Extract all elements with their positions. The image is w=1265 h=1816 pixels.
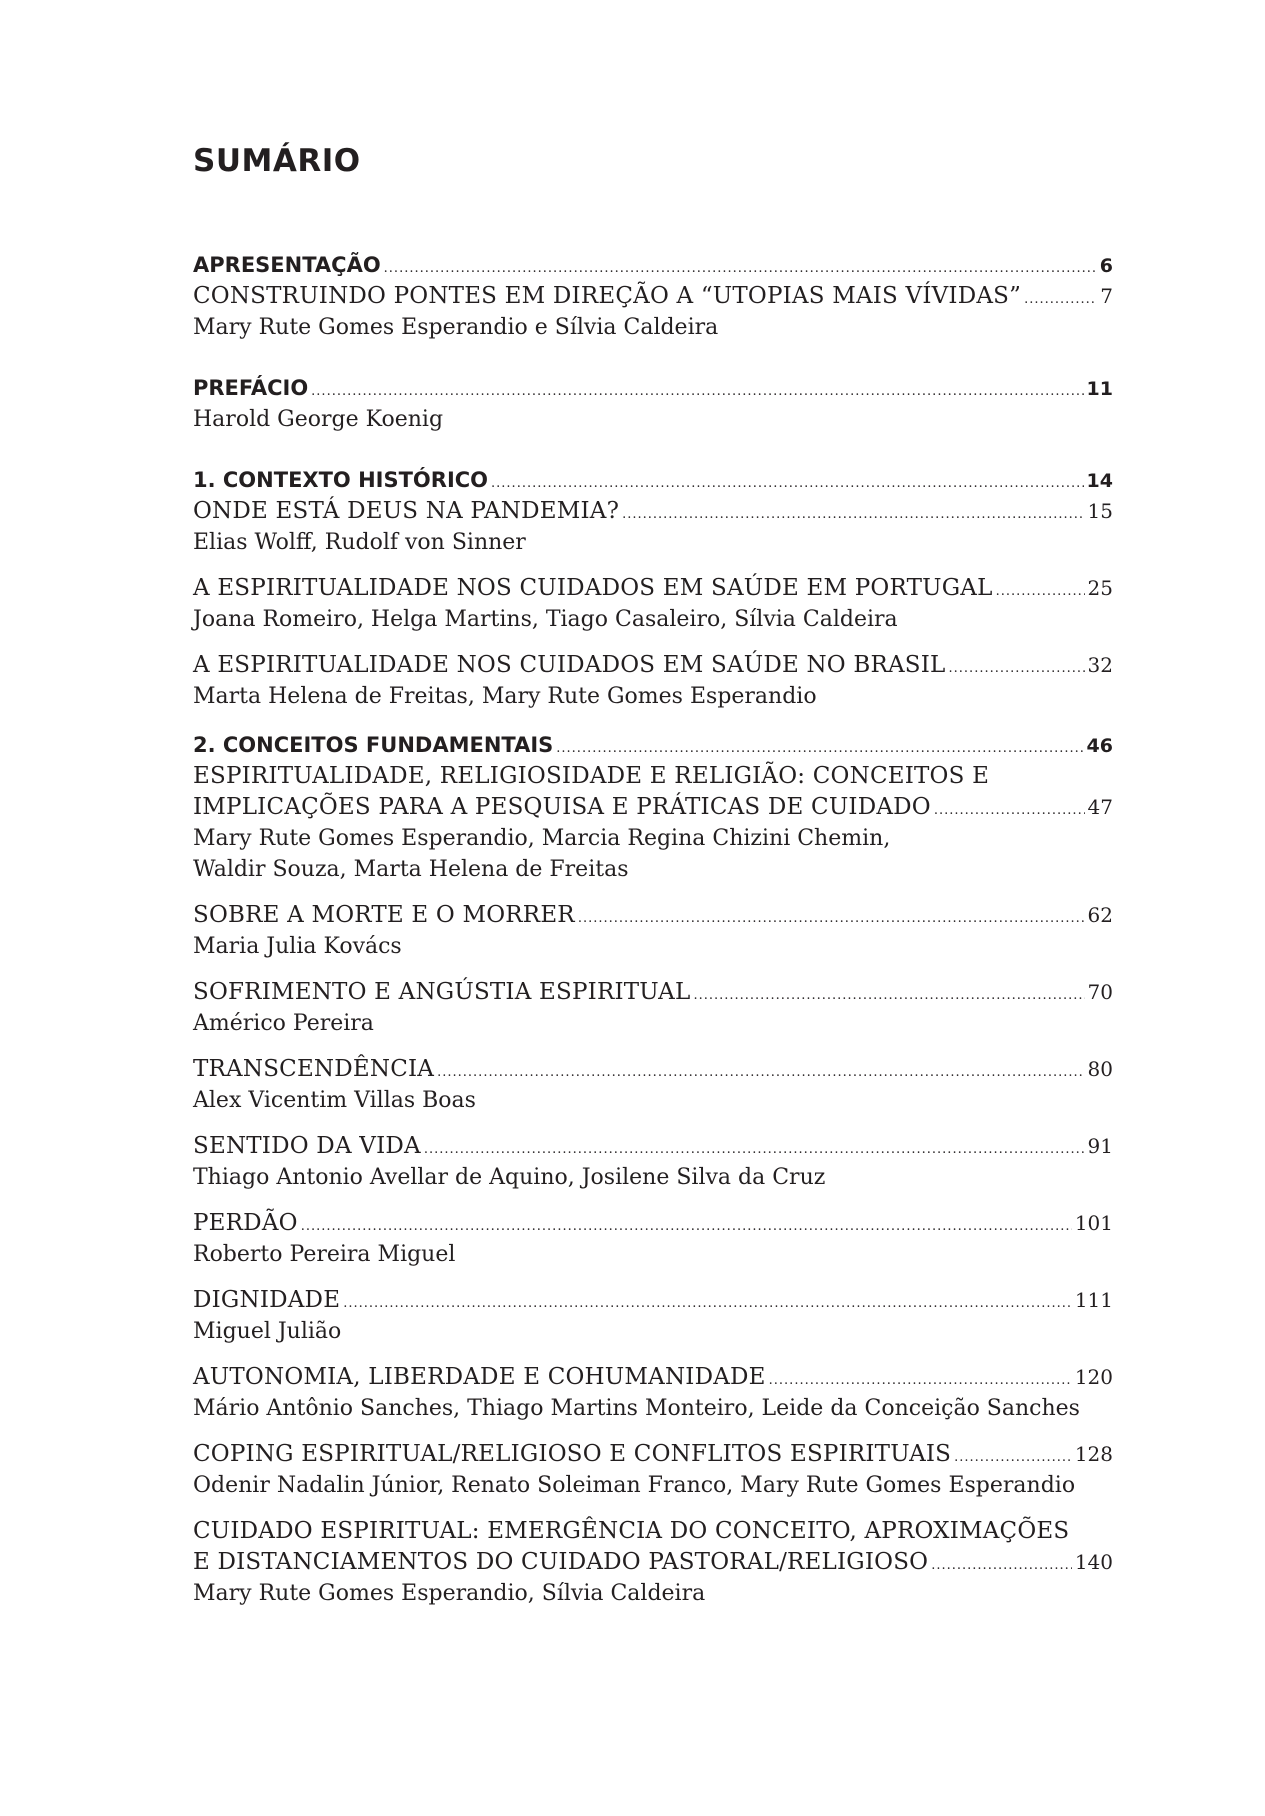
section-heading xyxy=(193,250,1113,281)
toc-entry xyxy=(193,977,1113,1039)
entry-authors: Thiago Antonio Avellar de Aquino, Josilene Silva da Cruz xyxy=(193,1165,826,1190)
entry-authors: Mary Rute Gomes Esperandio, Marcia Regina Chizini Chemin, xyxy=(193,826,891,851)
toc-entry xyxy=(193,761,1113,885)
entry-title xyxy=(193,977,1113,1008)
dot-leader xyxy=(949,653,1085,684)
entry-title-text: ESPIRITUALIDADE, RELIGIOSIDADE E RELIGIÃO: CONCEITOS E xyxy=(193,763,990,789)
entry-title-text: A ESPIRITUALIDADE NOS CUIDADOS EM SAÚDE NO BRASIL xyxy=(193,652,946,678)
toc-entry xyxy=(193,404,1113,435)
entry-title-text: SOBRE A MORTE E O MORRER xyxy=(193,902,575,928)
entry-title-text: CONSTRUINDO PONTES EM DIREÇÃO A “UTOPIAS MAIS VÍVIDAS” xyxy=(193,283,1022,309)
entry-title xyxy=(193,1131,1113,1162)
entry-title-text: ONDE ESTÁ DEUS NA PANDEMIA? xyxy=(193,498,620,524)
dot-leader xyxy=(556,733,1083,764)
section-heading-text: 1. CONTEXTO HISTÓRICO xyxy=(193,468,489,492)
page-title: SUMÁRIO xyxy=(193,143,361,179)
entry-authors: Alex Vicentim Villas Boas xyxy=(193,1088,476,1113)
dot-leader xyxy=(934,795,1085,826)
entry-title-text: E DISTANCIAMENTOS DO CUIDADO PASTORAL/RELIGIOSO xyxy=(193,1549,929,1575)
page-number: 6 xyxy=(1099,255,1113,277)
entry-authors: Mary Rute Gomes Esperandio e Sílvia Caldeira xyxy=(193,315,719,340)
dot-leader xyxy=(311,376,1083,407)
entry-title xyxy=(193,1439,1113,1470)
entry-title-text: SENTIDO DA VIDA xyxy=(193,1133,421,1159)
entry-title-text: DIGNIDADE xyxy=(193,1287,341,1313)
entry-authors: Américo Pereira xyxy=(193,1011,374,1036)
toc-entry xyxy=(193,573,1113,635)
dot-leader xyxy=(622,499,1084,530)
dot-leader xyxy=(996,576,1085,607)
section-heading-text: PREFÁCIO xyxy=(193,376,309,400)
dot-leader xyxy=(384,253,1097,284)
dot-leader xyxy=(693,980,1084,1011)
dot-leader xyxy=(437,1057,1084,1088)
entry-title xyxy=(193,573,1113,604)
page-number: 46 xyxy=(1086,735,1113,757)
section-heading-text: 2. CONCEITOS FUNDAMENTAIS xyxy=(193,733,554,757)
entry-authors: Marta Helena de Freitas, Mary Rute Gomes Esperandio xyxy=(193,684,817,709)
toc-entry xyxy=(193,650,1113,712)
entry-title xyxy=(193,1208,1113,1239)
toc-entry xyxy=(193,1285,1113,1347)
page-number: 25 xyxy=(1087,576,1113,600)
dot-leader xyxy=(491,468,1084,499)
entry-title xyxy=(193,496,1113,527)
entry-title xyxy=(193,1362,1113,1393)
entry-title-text: CUIDADO ESPIRITUAL: EMERGÊNCIA DO CONCEITO, APROXIMAÇÕES xyxy=(193,1518,1070,1544)
entry-authors: Maria Julia Kovács xyxy=(193,934,402,959)
page-number: 91 xyxy=(1087,1134,1113,1158)
entry-title xyxy=(193,1547,1113,1578)
document-page xyxy=(193,0,1113,1816)
page-number: 120 xyxy=(1074,1365,1113,1389)
page-number: 101 xyxy=(1074,1211,1113,1235)
toc-entry xyxy=(193,281,1113,343)
entry-authors: Elias Wolff, Rudolf von Sinner xyxy=(193,530,526,555)
toc-entry xyxy=(193,1439,1113,1501)
dot-leader xyxy=(1024,284,1097,315)
entry-authors: Harold George Koenig xyxy=(193,407,444,432)
section-heading xyxy=(193,730,1113,761)
entry-title xyxy=(193,281,1113,312)
table-of-contents xyxy=(193,250,1113,1639)
page-number: 128 xyxy=(1074,1442,1113,1466)
toc-section xyxy=(193,465,1113,712)
toc-entry xyxy=(193,1208,1113,1270)
toc-section xyxy=(193,250,1113,343)
entry-title xyxy=(193,1054,1113,1085)
entry-title xyxy=(193,792,1113,823)
toc-entry xyxy=(193,1131,1113,1193)
entry-title-text: IMPLICAÇÕES PARA A PESQUISA E PRÁTICAS DE CUIDADO xyxy=(193,794,931,820)
page-number: 32 xyxy=(1087,653,1113,677)
page-number: 70 xyxy=(1087,980,1113,1004)
entry-authors: Mário Antônio Sanches, Thiago Martins Monteiro, Leide da Conceição Sanches xyxy=(193,1396,1080,1421)
entry-title-text: A ESPIRITUALIDADE NOS CUIDADOS EM SAÚDE EM PORTUGAL xyxy=(193,575,993,601)
entry-authors: Waldir Souza, Marta Helena de Freitas xyxy=(193,857,629,882)
toc-entry xyxy=(193,1362,1113,1424)
page-number: 7 xyxy=(1100,284,1113,308)
section-heading-text: APRESENTAÇÃO xyxy=(193,253,381,277)
dot-leader xyxy=(769,1365,1072,1396)
page-number: 14 xyxy=(1086,470,1113,492)
page-number: 80 xyxy=(1087,1057,1113,1081)
dot-leader xyxy=(931,1550,1072,1581)
entry-authors: Miguel Julião xyxy=(193,1319,342,1344)
entry-title-text: COPING ESPIRITUAL/RELIGIOSO E CONFLITOS ESPIRITUAIS xyxy=(193,1441,952,1467)
entry-title-text: SOFRIMENTO E ANGÚSTIA ESPIRITUAL xyxy=(193,979,691,1005)
entry-title xyxy=(193,1285,1113,1316)
entry-title xyxy=(193,650,1113,681)
entry-authors: Joana Romeiro, Helga Martins, Tiago Casaleiro, Sílvia Caldeira xyxy=(193,607,898,632)
page-number: 62 xyxy=(1087,903,1113,927)
entry-authors: Mary Rute Gomes Esperandio, Sílvia Caldeira xyxy=(193,1581,706,1606)
toc-entry xyxy=(193,1516,1113,1609)
entry-title-line xyxy=(193,761,1113,792)
page-number: 11 xyxy=(1086,378,1113,400)
entry-title-text: TRANSCENDÊNCIA xyxy=(193,1056,435,1082)
dot-leader xyxy=(424,1134,1085,1165)
entry-title-text: AUTONOMIA, LIBERDADE E COHUMANIDADE xyxy=(193,1364,766,1390)
entry-title xyxy=(193,900,1113,931)
toc-entry xyxy=(193,496,1113,558)
entry-authors: Roberto Pereira Miguel xyxy=(193,1242,456,1267)
dot-leader xyxy=(301,1211,1072,1242)
toc-section xyxy=(193,373,1113,435)
entry-title-line xyxy=(193,1516,1113,1547)
toc-entry xyxy=(193,900,1113,962)
dot-leader xyxy=(578,903,1085,934)
toc-entry xyxy=(193,1054,1113,1116)
section-heading xyxy=(193,465,1113,496)
entry-authors: Odenir Nadalin Júnior, Renato Soleiman Franco, Mary Rute Gomes Esperandio xyxy=(193,1473,1076,1498)
page-number: 47 xyxy=(1087,795,1113,819)
page-number: 111 xyxy=(1074,1288,1113,1312)
section-heading xyxy=(193,373,1113,404)
entry-title-text: PERDÃO xyxy=(193,1210,298,1236)
dot-leader xyxy=(954,1442,1072,1473)
page-number: 140 xyxy=(1074,1550,1113,1574)
dot-leader xyxy=(343,1288,1072,1319)
page-number: 15 xyxy=(1087,499,1113,523)
toc-section xyxy=(193,730,1113,1609)
